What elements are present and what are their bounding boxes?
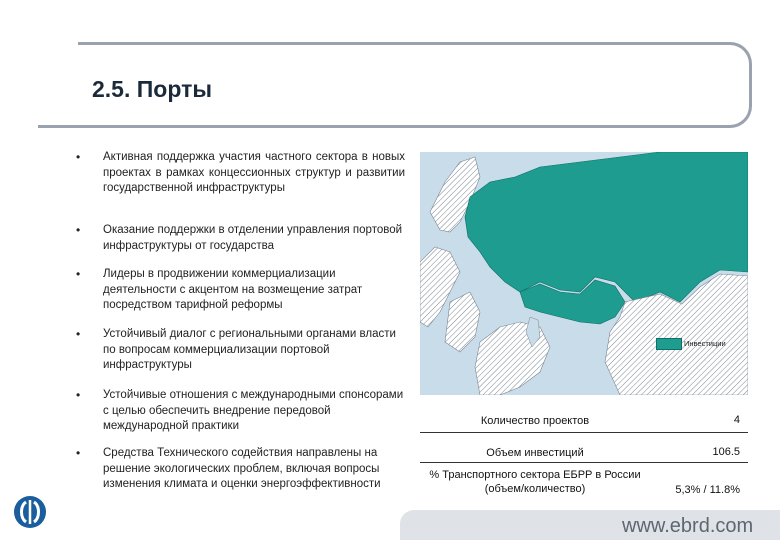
stat-label: Количество проектов xyxy=(480,415,590,427)
bullet-text: Активная поддержка участия частного сектора в новых проектах в рамках концессионных структур и развитии государственной инфраструктуры xyxy=(103,151,405,194)
footer-url: www.ebrd.com xyxy=(622,515,754,537)
bullet-text: Устойчивые отношения с международными спонсорами с целью обеспечить внедрение передовой международной практики xyxy=(103,389,404,432)
legend-swatch xyxy=(656,338,682,350)
slide-title: 2.5. Порты xyxy=(92,76,212,102)
bullet-text: Устойчивый диалог с региональными органами власти по вопросам коммерциализации портовой инфраструктуры xyxy=(103,328,396,371)
bullet-icon: • xyxy=(76,327,81,341)
legend-label: Инвестиции xyxy=(684,339,726,348)
stat-row xyxy=(420,433,748,463)
stat-value: 4 xyxy=(733,414,740,426)
bullet-icon: • xyxy=(76,150,81,164)
bullet-icon: • xyxy=(76,223,81,237)
ebrd-logo-icon xyxy=(12,494,48,530)
bullet-text: Оказание поддержки в отделении управления портовой инфраструктуры от государства xyxy=(103,224,403,252)
stat-value: 5,3% / 11.8% xyxy=(675,484,740,496)
bullet-icon: • xyxy=(76,446,81,460)
stat-value: 106.5 xyxy=(712,446,740,458)
region-map xyxy=(420,152,748,395)
bullet-icon: • xyxy=(76,388,81,402)
bullet-text: Средства Технического содействия направлены на решение экологических проблем, включая вопросы изменения климата и оценки энергоэффективности xyxy=(103,447,381,490)
bullet-icon: • xyxy=(76,267,81,281)
stats-table xyxy=(420,395,748,505)
bullet-text: Лидеры в продвижении коммерциализации деятельности с акцентом на возмещение затрат посредством тарифной реформы xyxy=(103,268,363,311)
stat-label: Объем инвестиций xyxy=(486,447,584,459)
stat-label: % Транспортного сектора ЕБРР в России (объем/количество) xyxy=(429,469,641,495)
stat-row xyxy=(420,395,748,433)
region-map-svg xyxy=(420,152,748,395)
stat-row xyxy=(420,463,748,505)
